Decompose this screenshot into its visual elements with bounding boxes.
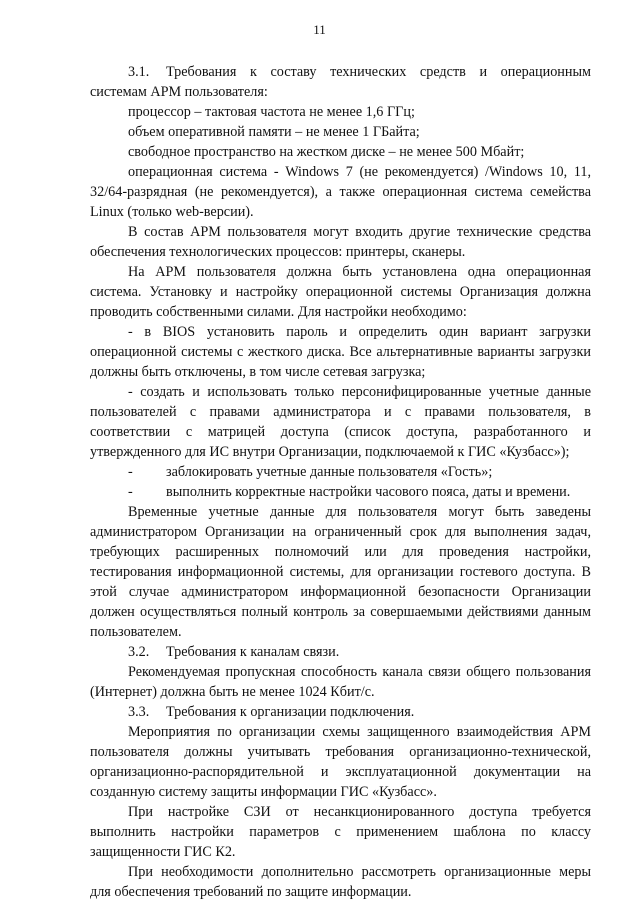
section-number: 3.2. [128, 644, 150, 660]
paragraph: Рекомендуемая пропускная способность канала связи общего пользования (Интернет) должна быть не менее 1024 Кбит/с. [90, 664, 591, 700]
section-title: Требования к составу технических средств и операционным системам АРМ пользователя: [90, 64, 591, 100]
dash-list-item: - в BIOS установить пароль и определить один вариант загрузки операционной системы с жесткого диска. Все альтернативные варианты загрузки должны быть отключены, в том числе сетевая загрузка; [90, 324, 591, 380]
dash-list-item [90, 462, 591, 482]
document-body [90, 62, 591, 902]
paragraph: Мероприятия по организации схемы защищенного взаимодействия АРМ пользователя должны учитывать требования организационно-технической, организационно-распорядительной и эксплуатационной документации на созданную систему защиты информации ГИС «Кузбасс». [90, 724, 591, 800]
paragraph: При необходимости дополнительно рассмотреть организационные меры для обеспечения требований по защите информации. [90, 864, 591, 900]
section-title: Требования к каналам связи. [166, 644, 340, 660]
dash-list-item [90, 482, 591, 502]
page-number: 11 [313, 22, 326, 37]
list-item: операционная система - Windows 7 (не рекомендуется) /Windows 10, 11, 32/64-разрядная (не рекомендуется), а также операционная система семейства Linux (только web-версии). [90, 164, 591, 220]
section-3-1-heading [90, 62, 591, 102]
paragraph: Временные учетные данные для пользователя могут быть заведены администратором Организации на ограниченный срок для выполнения задач, требующих расширенных полномочий или для проведения настройки, тестирования информационной системы, для организации гостевого доступа. В этой случае администратором информационной безопасности Организации должен осуществляться полный контроль за совершаемыми действиями данным пользователем. [90, 504, 591, 640]
section-number: 3.1. [128, 64, 150, 80]
paragraph: В состав АРМ пользователя могут входить другие технические средства обеспечения технологических процессов: принтеры, сканеры. [90, 224, 591, 260]
list-item: объем оперативной памяти – не менее 1 ГБайта; [128, 124, 420, 140]
dash-item-text: заблокировать учетные данные пользователя «Гость»; [166, 464, 493, 480]
dash-marker: - [128, 484, 133, 500]
section-title: Требования к организации подключения. [166, 704, 415, 720]
paragraph: На АРМ пользователя должна быть установлена одна операционная система. Установку и настройку операционной системы Организация должна проводить собственными силами. Для настройки необходимо: [90, 264, 591, 320]
dash-item-text: выполнить корректные настройки часового пояса, даты и времени. [166, 484, 571, 500]
dash-marker: - [128, 464, 133, 480]
dash-list-item: - создать и использовать только персонифицированные учетные данные пользователей с правами администратора и с правами пользователя, в соответствии с матрицей доступа (список доступа, разработанного и утвержденного для ИС внутри Организации, подключаемой к ГИС «Кузбасс»); [90, 384, 591, 460]
section-3-2-heading [90, 642, 591, 662]
section-number: 3.3. [128, 704, 150, 720]
list-item: процессор – тактовая частота не менее 1,6 ГГц; [128, 104, 415, 120]
paragraph: При настройке СЗИ от несанкционированного доступа требуется выполнить настройки параметров с применением шаблона по классу защищенности ГИС К2. [90, 804, 591, 860]
list-item: свободное пространство на жестком диске – не менее 500 Мбайт; [128, 144, 525, 160]
section-3-3-heading [90, 702, 591, 722]
